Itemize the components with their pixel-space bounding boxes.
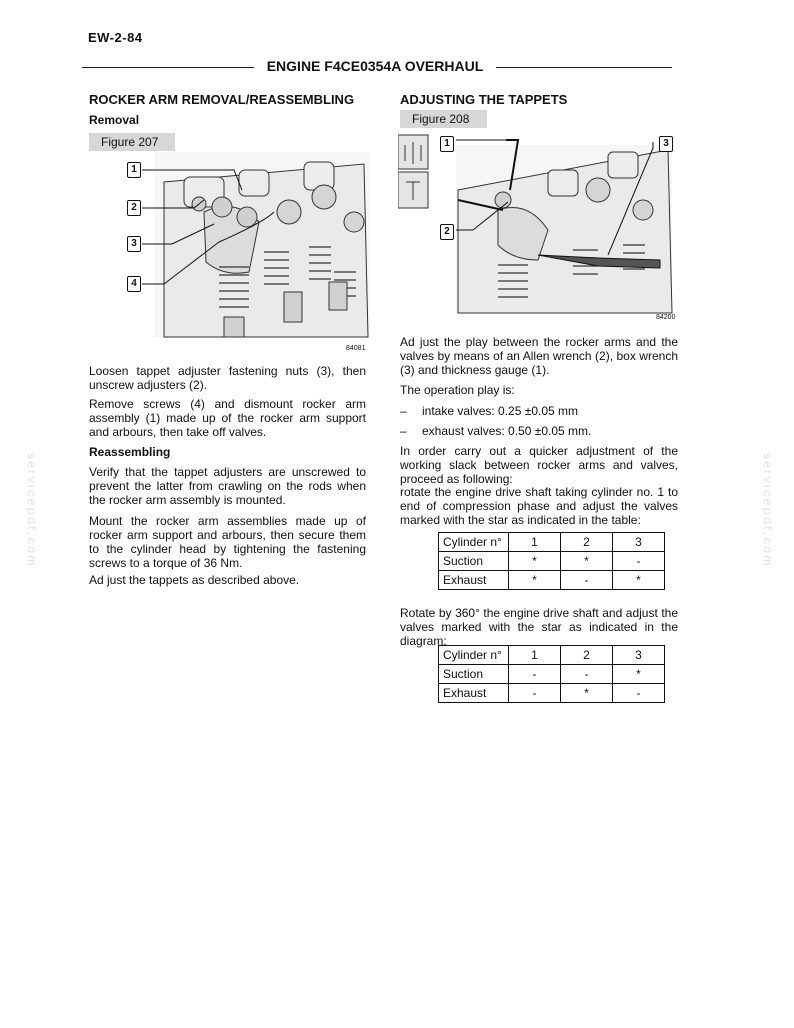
play-list-item bbox=[400, 424, 678, 438]
figure-207-label: Figure 207 bbox=[89, 133, 175, 151]
table-header-cell: 2 bbox=[561, 646, 613, 665]
table-cell: * bbox=[613, 571, 665, 590]
figure-207-illustration bbox=[124, 152, 370, 344]
left-section-title: ROCKER ARM REMOVAL/REASSEMBLING bbox=[89, 92, 355, 107]
figure-208-callout-3: 3 bbox=[659, 136, 673, 152]
table-cell: Suction bbox=[439, 552, 509, 571]
figure-207-callout-3: 3 bbox=[127, 236, 141, 252]
play-list-item bbox=[400, 404, 678, 418]
header-rule-left bbox=[82, 67, 254, 68]
page-number: EW-2-84 bbox=[88, 30, 143, 45]
left-para-1: Loosen tappet adjuster fastening nuts (3), then unscrew adjusters (2). bbox=[89, 364, 366, 392]
table-cell: * bbox=[509, 552, 561, 571]
header-title: ENGINE F4CE0354A OVERHAUL bbox=[266, 58, 484, 74]
right-para-4: rotate the engine drive shaft taking cylinder no. 1 to end of compression phase and adjust the valves marked with the star as indicated in the table: bbox=[400, 485, 678, 527]
table-header-cell: 3 bbox=[613, 533, 665, 552]
figure-208-label: Figure 208 bbox=[400, 110, 487, 128]
left-para-3: Verify that the tappet adjusters are unscrewed to prevent the latter from crawling on the rods when the rocker arm assembly is mounted. bbox=[89, 465, 366, 507]
table-header-cell: 1 bbox=[509, 533, 561, 552]
table-row bbox=[439, 552, 665, 571]
right-para-2: The operation play is: bbox=[400, 383, 515, 397]
table-row bbox=[439, 665, 665, 684]
figure-208-callout-1: 1 bbox=[440, 136, 454, 152]
watermark-right: servicepdf.com bbox=[760, 452, 776, 568]
table-header-cell: Cylinder n° bbox=[439, 646, 509, 665]
left-para-5: Ad just the tappets as described above. bbox=[89, 573, 300, 587]
intake-valves-spec: intake valves: 0.25 ±0.05 mm bbox=[422, 404, 578, 418]
table-row bbox=[439, 646, 665, 665]
table-cell: * bbox=[561, 552, 613, 571]
table-cell: - bbox=[561, 665, 613, 684]
table-cell: - bbox=[509, 684, 561, 703]
table-cell: Exhaust bbox=[439, 684, 509, 703]
table-row bbox=[439, 533, 665, 552]
list-dash: – bbox=[400, 424, 407, 438]
table-cell: * bbox=[613, 665, 665, 684]
figure-207-callout-1: 1 bbox=[127, 162, 141, 178]
right-para-5: Rotate by 360° the engine drive shaft and adjust the valves marked with the star as indicated in the diagram: bbox=[400, 606, 678, 648]
figure-207-code: 84081 bbox=[346, 345, 366, 352]
right-para-1: Ad just the play between the rocker arms and the valves by means of an Allen wrench (2), box wrench (3) and thickness gauge (1). bbox=[400, 335, 678, 377]
table-cell: - bbox=[509, 665, 561, 684]
figure-207-callout-4: 4 bbox=[127, 276, 141, 292]
table-header-cell: 1 bbox=[509, 646, 561, 665]
table-cell: Suction bbox=[439, 665, 509, 684]
right-para-3: In order carry out a quicker adjustment of the working slack between rocker arms and valves, proceed as following: bbox=[400, 444, 678, 486]
header-rule-right bbox=[496, 67, 672, 68]
cylinder-table-1 bbox=[438, 532, 665, 590]
left-para-2: Remove screws (4) and dismount rocker arm assembly (1) made up of the rocker arm support and arbours, then take off valves. bbox=[89, 397, 366, 439]
table-header-cell: Cylinder n° bbox=[439, 533, 509, 552]
removal-heading: Removal bbox=[89, 113, 140, 127]
figure-208-callout-2: 2 bbox=[440, 224, 454, 240]
table-cell: * bbox=[561, 684, 613, 703]
left-para-4: Mount the rocker arm assemblies made up of rocker arm support and arbours, then secure them to the cylinder head by tightening the fastening screws to a torque of 36 Nm. bbox=[89, 514, 366, 570]
table-cell: - bbox=[561, 571, 613, 590]
reassembling-heading: Reassembling bbox=[89, 445, 171, 459]
table-header-cell: 2 bbox=[561, 533, 613, 552]
table-cell: - bbox=[613, 552, 665, 571]
table-header-cell: 3 bbox=[613, 646, 665, 665]
right-section-title: ADJUSTING THE TAPPETS bbox=[400, 92, 568, 107]
table-row bbox=[439, 571, 665, 590]
table-row bbox=[439, 684, 665, 703]
table-cell: Exhaust bbox=[439, 571, 509, 590]
watermark-left: servicepdf.com bbox=[24, 452, 40, 568]
figure-207-callout-2: 2 bbox=[127, 200, 141, 216]
cylinder-table-2 bbox=[438, 645, 665, 703]
table-cell: - bbox=[613, 684, 665, 703]
figure-208-code: 84200 bbox=[656, 314, 676, 321]
table-cell: * bbox=[509, 571, 561, 590]
list-dash: – bbox=[400, 404, 407, 418]
exhaust-valves-spec: exhaust valves: 0.50 ±0.05 mm. bbox=[422, 424, 592, 438]
